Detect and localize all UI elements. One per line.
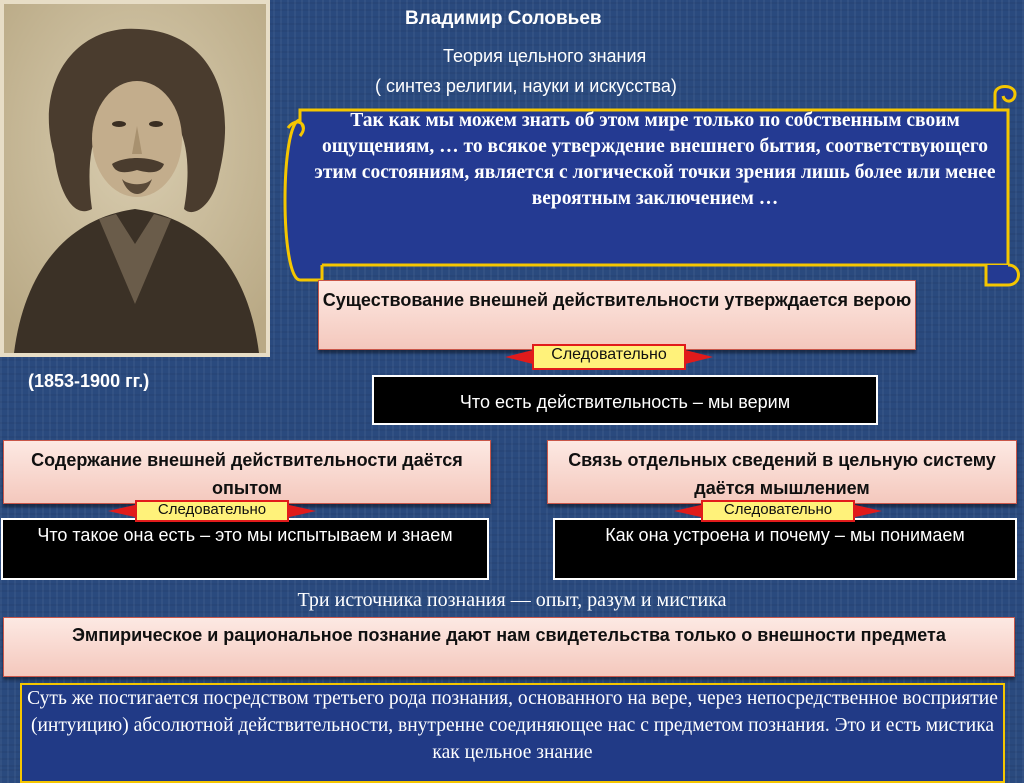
page-subtitle: Теория цельного знания [443,46,647,66]
portrait-photo [4,4,266,353]
life-years: (1853-1900 гг.) [28,371,150,391]
experience-consequence-badge [108,499,316,523]
thinking-consequence-badge [674,499,882,523]
thinking-conclusion-box: Как она устроена и почему – мы понимаем [553,518,1017,580]
essence-box: Суть же постигается посредством третьего рода познания, основанного на вере, через непосредственное восприятие (интуицию) абсолютной действительности, внутренне соединяющее нас с предметом познания. Это и есть мистика как цельное знание [20,683,1005,783]
empirical-box: Эмпирическое и рациональное познание дают нам свидетельства только о внешности предмета [3,617,1015,677]
faith-consequence-badge [505,343,713,371]
quote-text: Так как мы можем знать об этом мире только по собственным своим ощущениям, … то всякое утверждение внешнего бытия, соответствующего этим состояниям, является с логической точки зрения лишь более или менее вероятным заключением … [314,110,996,209]
page-subtitle-note: ( синтез религии, науки и искусства) [375,76,677,96]
sources-line: Три источника познания — опыт, разум и мистика [297,589,727,611]
experience-statement-box: Содержание внешней действительности даётся опытом [3,440,491,504]
page-title: Владимир Соловьев [405,8,602,29]
portrait-frame [0,0,270,357]
faith-badge-label: Следовательно [551,346,667,363]
thinking-statement-box: Связь отдельных сведений в цельную систему даётся мышлением [547,440,1017,504]
experience-badge-label: Следовательно [157,501,267,518]
faith-statement-box: Существование внешней действительности утверждается верою [318,280,916,350]
thinking-badge-label: Следовательно [723,501,833,518]
experience-conclusion-box: Что такое она есть – это мы испытываем и знаем [1,518,489,580]
faith-conclusion-box: Что есть действительность – мы верим [372,375,878,425]
